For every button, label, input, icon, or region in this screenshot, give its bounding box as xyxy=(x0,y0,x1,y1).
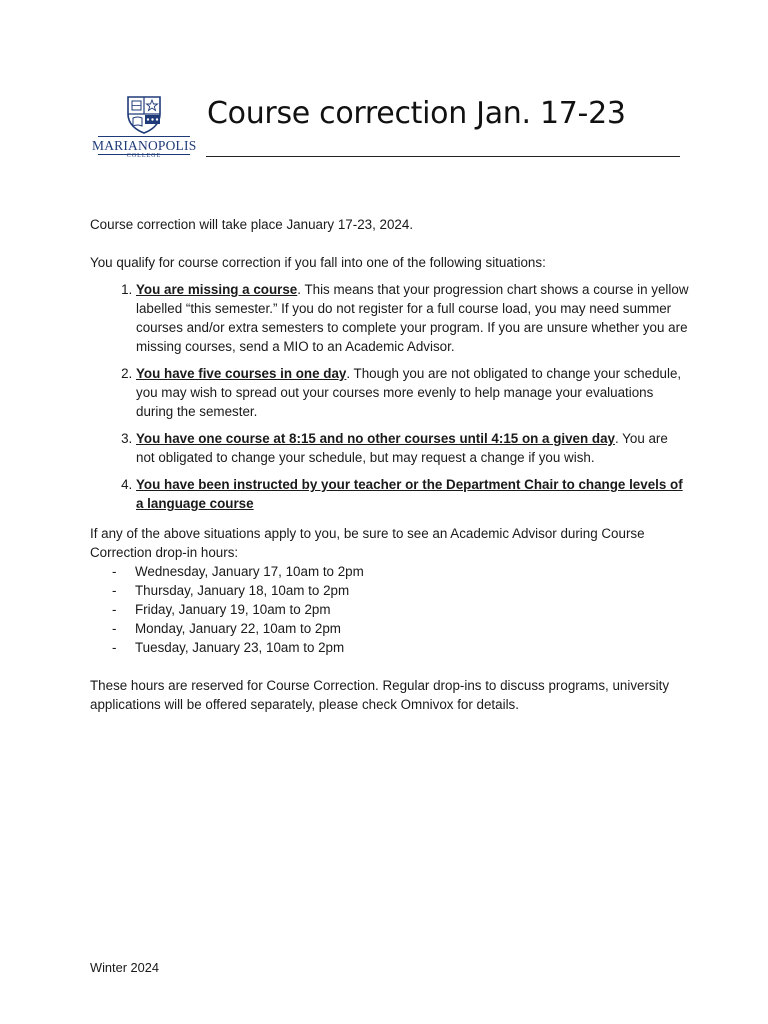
hours-text: Monday, January 22, 10am to 2pm xyxy=(135,621,341,636)
hours-text: Thursday, January 18, 10am to 2pm xyxy=(135,583,350,598)
hours-item xyxy=(90,600,690,619)
dash-bullet: - xyxy=(112,583,117,598)
hours-item xyxy=(90,619,690,638)
situation-item xyxy=(136,364,690,421)
situation-item xyxy=(136,280,690,356)
title-rule xyxy=(206,156,680,157)
situation-text: . Though you are not obligated to change your schedule, you may wish to spread out your courses more evenly to help manage your evaluations during the semester. xyxy=(136,366,682,419)
crest-icon xyxy=(124,94,164,134)
hours-text: Tuesday, January 23, 10am to 2pm xyxy=(135,640,345,655)
situation-heading: You have five courses in one day xyxy=(136,366,347,381)
logo-rule-top xyxy=(98,136,190,137)
situation-heading: You have been instructed by your teacher or the Department Chair to change levels of a language course xyxy=(136,477,683,511)
college-logo xyxy=(92,94,196,164)
dash-bullet: - xyxy=(112,640,117,655)
dash-bullet: - xyxy=(112,621,117,636)
apply-paragraph: If any of the above situations apply to you, be sure to see an Academic Advisor during Course Correction drop-in hours: xyxy=(90,526,645,560)
document-body xyxy=(90,215,690,714)
situation-text: . This means that your progression chart shows a course in yellow labelled “this semester.” If you do not register for a full course load, you may need summer courses and/or extra semesters to complete your program. If you are unsure whether you are missing courses, send a MIO to an Academic Advisor. xyxy=(136,282,689,354)
situation-heading: You are missing a course xyxy=(136,282,298,297)
hours-text: Friday, January 19, 10am to 2pm xyxy=(135,602,331,617)
hours-text: Wednesday, January 17, 10am to 2pm xyxy=(135,564,364,579)
situation-item xyxy=(136,429,690,467)
intro-paragraph: Course correction will take place January 17-23, 2024. xyxy=(90,217,414,232)
logo-subtitle: COLLEGE xyxy=(126,153,162,159)
hours-item xyxy=(90,581,690,600)
qualify-paragraph: You qualify for course correction if you fall into one of the following situations: xyxy=(90,255,546,270)
hours-item xyxy=(90,562,690,581)
situation-text: . You are not obligated to change your schedule, but may request a change if you wish. xyxy=(136,431,668,465)
situation-item xyxy=(136,475,690,513)
reserved-paragraph: These hours are reserved for Course Correction. Regular drop-ins to discuss programs, university applications will be offered separately, please check Omnivox for details. xyxy=(90,678,670,712)
hours-list xyxy=(90,562,690,657)
situations-list xyxy=(90,280,690,513)
situation-heading: You have one course at 8:15 and no other courses until 4:15 on a given day xyxy=(136,431,615,446)
dash-bullet: - xyxy=(112,564,117,579)
hours-item xyxy=(90,638,690,657)
page-title: Course correction Jan. 17-23 xyxy=(207,96,626,131)
footer-term: Winter 2024 xyxy=(90,960,159,975)
logo-name: MARIANOPOLIS xyxy=(92,138,197,153)
dash-bullet: - xyxy=(112,602,117,617)
